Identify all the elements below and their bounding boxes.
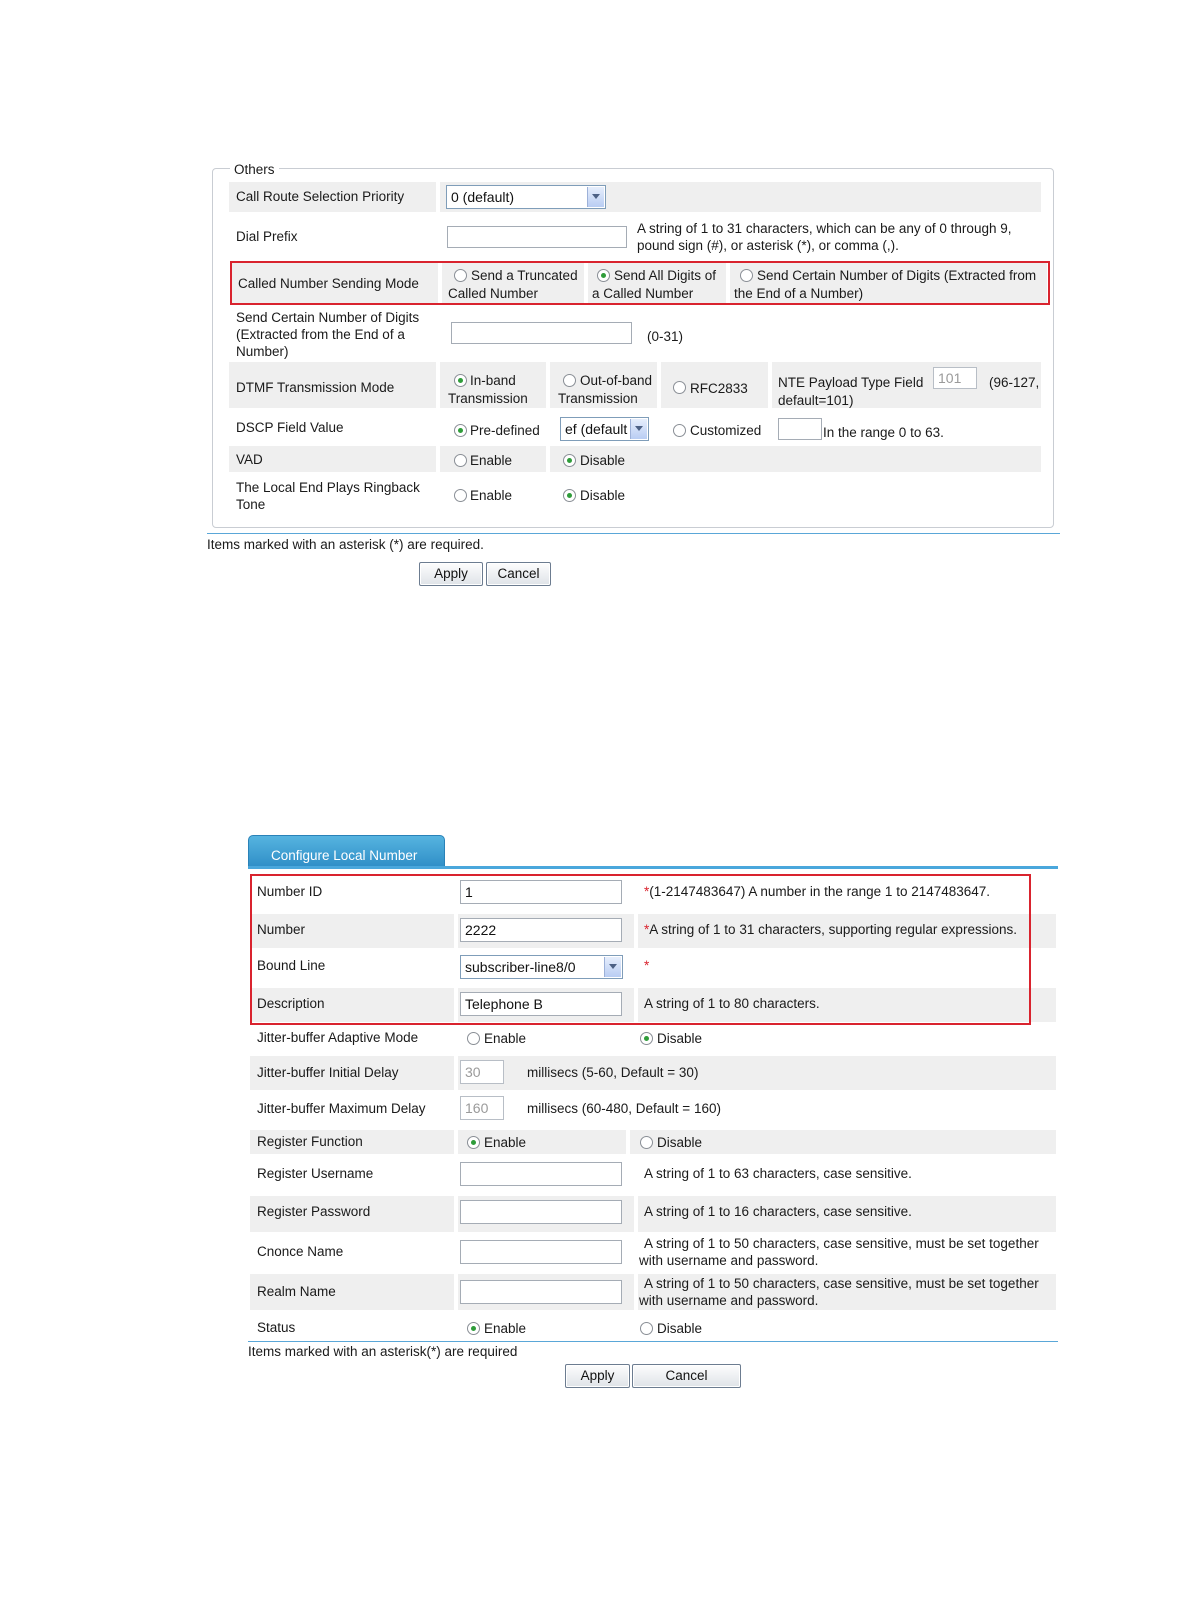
cnonce-input[interactable] bbox=[460, 1240, 622, 1264]
dscp-select-value: ef (default bbox=[565, 421, 628, 437]
call-route-priority-select[interactable] bbox=[446, 185, 606, 209]
others-divider bbox=[207, 533, 1060, 534]
ringback-label-1: The Local End Plays Ringback bbox=[236, 480, 420, 495]
number-id-input[interactable] bbox=[460, 880, 622, 904]
ringback-label-2: Tone bbox=[236, 497, 266, 512]
dtmf-col-sep bbox=[436, 362, 440, 408]
vad-disable-label: Disable bbox=[580, 453, 626, 468]
chevron-down-icon bbox=[587, 187, 604, 207]
customized-label: Customized bbox=[690, 423, 762, 438]
truncated-label-2: Called Number bbox=[448, 286, 539, 301]
register-function-label: Register Function bbox=[257, 1134, 363, 1149]
send-all-digits-label-1: Send All Digits of bbox=[614, 268, 717, 283]
number-id-hint bbox=[644, 884, 990, 900]
ringback-disable-radio[interactable] bbox=[563, 489, 576, 502]
status-label: Status bbox=[257, 1320, 296, 1335]
bound-line-asterisk: * bbox=[644, 958, 650, 973]
send-certain-digits-range: (0-31) bbox=[647, 329, 684, 344]
dtmf-col-sep bbox=[546, 362, 550, 408]
chevron-down-icon bbox=[604, 957, 621, 977]
dial-prefix-hint-2: pound sign (#), or asterisk (*), or comma (,). bbox=[637, 238, 899, 253]
status-disable-radio[interactable] bbox=[640, 1322, 653, 1335]
tab-underline bbox=[248, 866, 1058, 869]
bound-line-value: subscriber-line8/0 bbox=[465, 959, 576, 975]
out-of-band-radio[interactable] bbox=[563, 374, 576, 387]
register-enable-radio[interactable] bbox=[467, 1136, 480, 1149]
truncated-radio[interactable] bbox=[454, 269, 467, 282]
description-label: Description bbox=[257, 996, 325, 1011]
local-number-required-note: Items marked with an asterisk(*) are required bbox=[248, 1344, 518, 1359]
register-username-label: Register Username bbox=[257, 1166, 374, 1181]
out-of-band-label-1: Out-of-band bbox=[580, 373, 653, 388]
send-certain-label-1: Send Certain Number of Digits (Extracted from bbox=[757, 268, 1037, 283]
call-route-priority-value: 0 (default) bbox=[451, 189, 515, 205]
dial-prefix-input[interactable] bbox=[447, 226, 627, 248]
register-password-hint: A string of 1 to 16 characters, case sensitive. bbox=[644, 1204, 912, 1219]
customized-radio[interactable] bbox=[673, 424, 686, 437]
cnonce-hint-1: A string of 1 to 50 characters, case sensitive, must be set together bbox=[644, 1236, 1039, 1251]
others-required-note: Items marked with an asterisk (*) are required. bbox=[207, 537, 484, 552]
status-disable-label: Disable bbox=[657, 1321, 703, 1336]
local-number-apply-button[interactable]: Apply bbox=[565, 1364, 630, 1388]
ln-col-sep bbox=[626, 1130, 630, 1154]
called-number-mode-label: Called Number Sending Mode bbox=[238, 276, 419, 291]
dial-prefix-hint-1: A string of 1 to 31 characters, which can be any of 0 through 9, bbox=[637, 221, 1012, 236]
send-certain-radio[interactable] bbox=[740, 269, 753, 282]
realm-label: Realm Name bbox=[257, 1284, 336, 1299]
status-enable-label: Enable bbox=[484, 1321, 527, 1336]
ringback-disable-label: Disable bbox=[580, 488, 626, 503]
vad-disable-radio[interactable] bbox=[563, 454, 576, 467]
realm-hint-2: with username and password. bbox=[639, 1293, 819, 1308]
number-hint bbox=[644, 922, 1017, 938]
out-of-band-label-2: Transmission bbox=[558, 391, 638, 406]
bound-line-label: Bound Line bbox=[257, 958, 326, 973]
realm-input[interactable] bbox=[460, 1280, 622, 1304]
register-password-label: Register Password bbox=[257, 1204, 371, 1219]
register-username-input[interactable] bbox=[460, 1162, 622, 1186]
dial-prefix-label: Dial Prefix bbox=[236, 229, 298, 244]
in-band-label-2: Transmission bbox=[448, 391, 528, 406]
send-all-digits-radio[interactable] bbox=[597, 269, 610, 282]
local-number-cancel-button[interactable]: Cancel bbox=[632, 1364, 741, 1388]
register-enable-label: Enable bbox=[484, 1135, 527, 1150]
number-id-hint-text: (1-2147483647) A number in the range 1 to 2147483647. bbox=[649, 884, 991, 899]
dscp-label: DSCP Field Value bbox=[236, 420, 344, 435]
send-certain-digits-label-2: (Extracted from the End of a bbox=[236, 327, 405, 342]
nte-label-2: default=101) bbox=[778, 393, 854, 408]
realm-hint-1: A string of 1 to 50 characters, case sensitive, must be set together bbox=[644, 1276, 1039, 1291]
dscp-range: In the range 0 to 63. bbox=[823, 425, 944, 440]
dtmf-label: DTMF Transmission Mode bbox=[236, 380, 395, 395]
register-disable-radio[interactable] bbox=[640, 1136, 653, 1149]
in-band-label-1: In-band bbox=[470, 373, 516, 388]
jitter-initial-hint: millisecs (5-60, Default = 30) bbox=[527, 1065, 699, 1080]
ringback-enable-radio[interactable] bbox=[454, 489, 467, 502]
send-certain-label-2: the End of a Number) bbox=[734, 286, 864, 301]
dtmf-col-sep bbox=[657, 362, 661, 408]
in-band-radio[interactable] bbox=[454, 374, 467, 387]
nte-payload-input[interactable] bbox=[933, 367, 977, 389]
row-bg-vad bbox=[229, 446, 1041, 472]
register-password-input[interactable] bbox=[460, 1200, 622, 1224]
ln-col-sep bbox=[454, 1274, 458, 1310]
chevron-down-icon bbox=[630, 419, 647, 439]
send-all-digits-label-2: a Called Number bbox=[592, 286, 694, 301]
number-hint-text: A string of 1 to 31 characters, supporting regular expressions. bbox=[649, 922, 1017, 937]
number-asterisk: * bbox=[644, 922, 650, 937]
vad-col-sep bbox=[436, 446, 440, 472]
send-certain-digits-label-3: Number) bbox=[236, 344, 289, 359]
jitter-initial-label: Jitter-buffer Initial Delay bbox=[257, 1065, 399, 1080]
description-hint: A string of 1 to 80 characters. bbox=[644, 996, 820, 1011]
status-enable-radio[interactable] bbox=[467, 1322, 480, 1335]
others-apply-button[interactable]: Apply bbox=[419, 562, 483, 586]
dscp-custom-input[interactable] bbox=[778, 418, 822, 440]
vad-label: VAD bbox=[236, 452, 263, 467]
jitter-adaptive-disable-label: Disable bbox=[657, 1031, 703, 1046]
ln-col-sep bbox=[634, 1196, 638, 1232]
ln-col-sep bbox=[454, 1056, 458, 1090]
number-id-asterisk: * bbox=[644, 884, 650, 899]
send-certain-digits-label-1: Send Certain Number of Digits bbox=[236, 310, 420, 325]
vad-col-sep bbox=[546, 446, 550, 472]
local-number-tab-title: Configure Local Number bbox=[271, 848, 418, 863]
jitter-adaptive-label: Jitter-buffer Adaptive Mode bbox=[257, 1030, 419, 1045]
dscp-select[interactable] bbox=[560, 417, 649, 441]
jitter-adaptive-enable-label: Enable bbox=[484, 1031, 527, 1046]
bound-line-select[interactable] bbox=[460, 955, 623, 979]
jitter-max-label: Jitter-buffer Maximum Delay bbox=[257, 1101, 426, 1116]
ln-col-sep bbox=[454, 1130, 458, 1154]
call-route-priority-label: Call Route Selection Priority bbox=[236, 189, 405, 204]
register-username-hint: A string of 1 to 63 characters, case sensitive. bbox=[644, 1166, 912, 1181]
row-bg-register-function bbox=[250, 1130, 1056, 1154]
vad-enable-label: Enable bbox=[470, 453, 513, 468]
ln-col-sep bbox=[454, 1196, 458, 1232]
vad-enable-radio[interactable] bbox=[454, 454, 467, 467]
pre-defined-label: Pre-defined bbox=[470, 423, 540, 438]
jitter-initial-input[interactable] bbox=[460, 1060, 504, 1084]
others-cancel-button[interactable]: Cancel bbox=[486, 562, 551, 586]
ringback-enable-label: Enable bbox=[470, 488, 513, 503]
jitter-max-input[interactable] bbox=[460, 1096, 504, 1120]
register-disable-label: Disable bbox=[657, 1135, 703, 1150]
number-label: Number bbox=[257, 922, 306, 937]
truncated-label-1: Send a Truncated bbox=[471, 268, 578, 283]
cnonce-hint-2: with username and password. bbox=[639, 1253, 819, 1268]
jitter-adaptive-disable-radio[interactable] bbox=[640, 1032, 653, 1045]
local-number-divider bbox=[248, 1341, 1058, 1342]
nte-label-1: NTE Payload Type Field bbox=[778, 375, 924, 390]
jitter-adaptive-enable-radio[interactable] bbox=[467, 1032, 480, 1045]
nte-range: (96-127, bbox=[989, 375, 1040, 390]
rfc2833-label: RFC2833 bbox=[690, 381, 748, 396]
others-legend: Others bbox=[230, 162, 279, 178]
pre-defined-radio[interactable] bbox=[454, 424, 467, 437]
description-input[interactable] bbox=[460, 992, 622, 1016]
number-id-label: Number ID bbox=[257, 884, 323, 899]
dtmf-col-sep bbox=[768, 362, 772, 408]
cnonce-label: Cnonce Name bbox=[257, 1244, 344, 1259]
cr-col-sep bbox=[436, 182, 440, 212]
rfc2833-radio[interactable] bbox=[673, 381, 686, 394]
number-input[interactable] bbox=[460, 918, 622, 942]
ln-col-sep bbox=[634, 1274, 638, 1310]
jitter-max-hint: millisecs (60-480, Default = 160) bbox=[527, 1101, 721, 1116]
send-certain-digits-input[interactable] bbox=[451, 322, 632, 344]
